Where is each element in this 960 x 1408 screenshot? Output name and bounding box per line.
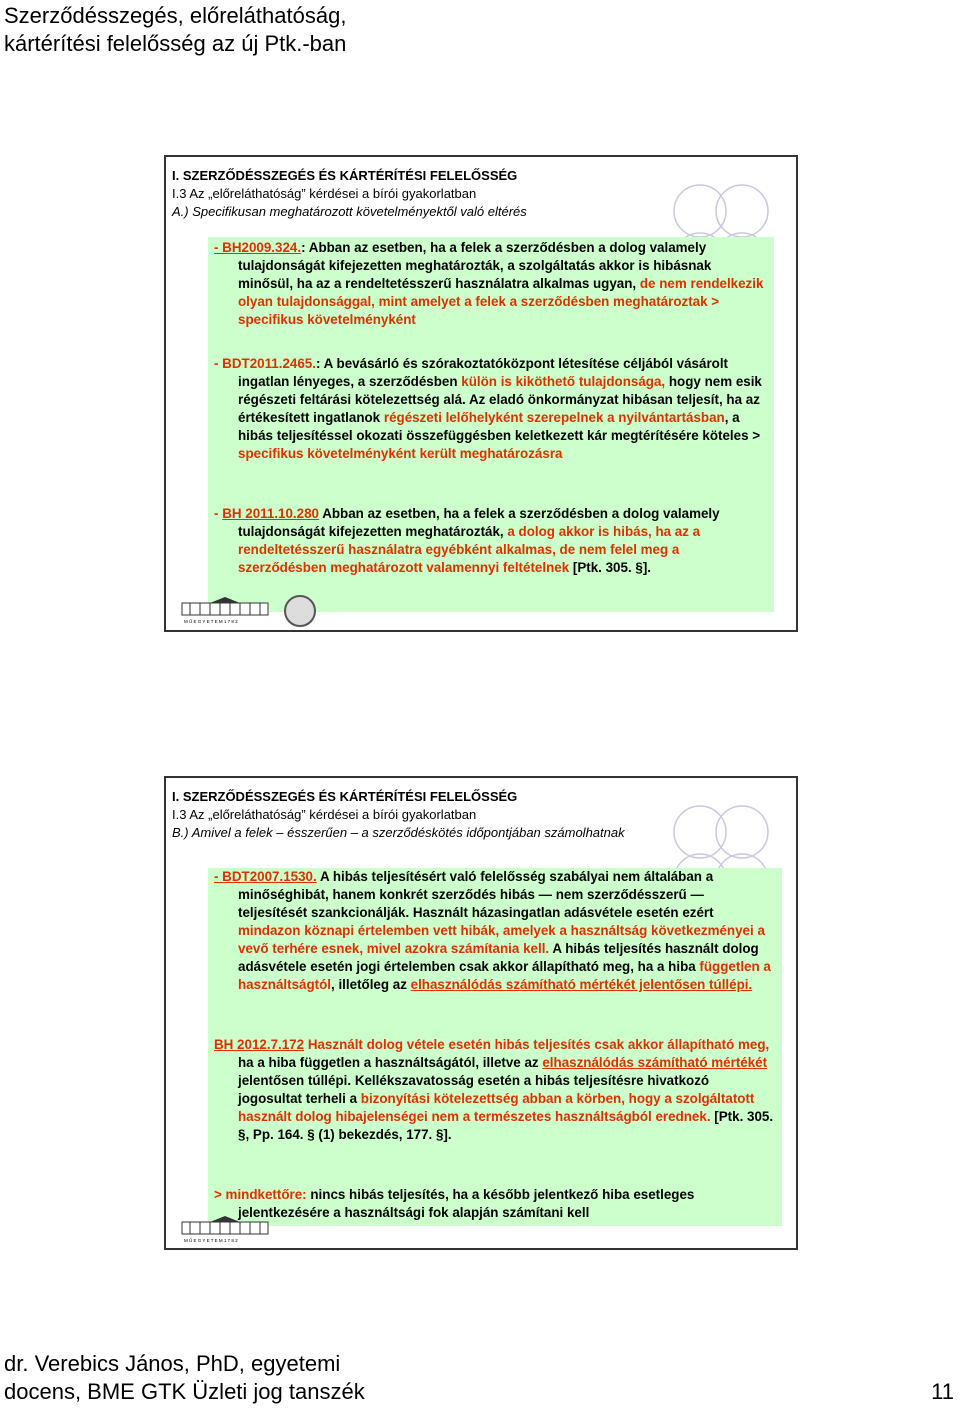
document-title	[4, 2, 346, 58]
footer-author-line-1: dr. Verebics János, PhD, egyetemi	[4, 1351, 341, 1376]
university-logo-icon	[180, 597, 270, 625]
case-text: Abban az esetben, ha a felek a szerződésben a dolog valamely tulajdonságát kifejezetten meghatározták,	[238, 506, 720, 539]
slide-1-header	[172, 167, 527, 221]
slide-1	[164, 155, 798, 632]
case-ref: - BH2009.324.	[214, 240, 302, 255]
conclusion-lead: > mindkettőre:	[214, 1187, 311, 1202]
slide-1-subheading: I.3 Az „előreláthatóság” kérdései a bírói gyakorlatban	[172, 186, 477, 201]
case-ref: BH 2011.10.280	[222, 506, 319, 521]
conclusion-text: nincs hibás teljesítés, ha a később jelentkező hiba esetleges jelentkezésére a használtsági fok alapján számítani kell	[238, 1187, 695, 1220]
document-title-line-1: Szerződésszegés, előreláthatóság,	[4, 3, 347, 28]
case-text: , a hibás teljesítéssel okozati összefüggésben keletkezett kár megtérítésére köteles >	[238, 410, 761, 443]
case-text: A hibás teljesítés használt dolog adásvétele esetén jogi értelemben csak akkor állapítható meg, ha a hiba	[238, 941, 759, 974]
case-ref: - BDT2011.2465.	[214, 356, 316, 371]
footer-author-line-2: docens, BME GTK Üzleti jog tanszék	[4, 1379, 365, 1404]
conclusion	[214, 1186, 776, 1222]
case-text-highlight: független a használtságtól	[238, 959, 771, 992]
case-bdt2011	[214, 355, 768, 463]
case-text: ha a hiba független a használtságától, illetve az	[238, 1055, 543, 1070]
case-text-highlight: Használt dolog vétele esetén hibás teljesítés csak akkor állapítható meg,	[304, 1037, 770, 1052]
case-text: hogy nem esik régészeti feltárási kötelezettség alá. Az eladó önkormányzat hibásan teljesít, ha az értékesített ingatlanok	[238, 374, 762, 425]
case-text-highlight: de nem rendelkezik olyan tulajdonsággal, mint amelyet a felek a szerződésben meghatároztak > specifikus követelményként	[238, 276, 764, 327]
case-text: [Ptk. 305. §].	[569, 560, 652, 575]
case-bh2009	[214, 239, 768, 329]
case-text: jelentősen túllépi. Kellékszavatosság esetén a hibás teljesítésre hivatkozó jogosultat terheli a	[238, 1073, 710, 1106]
slide-2-subheading: I.3 Az „előreláthatóság” kérdései a bírói gyakorlatban	[172, 807, 477, 822]
case-ref: - BDT2007.1530.	[214, 869, 317, 884]
case-text-highlight: elhasználódás számítható mértékét	[542, 1055, 768, 1070]
slide-1-section: A.) Specifikusan meghatározott követelményektől való eltérés	[172, 204, 527, 219]
page-number: 11	[931, 1379, 954, 1404]
logo-lettering: M Ű E G Y E T E M 1 7 8 2	[184, 1238, 238, 1243]
logo-lettering: M Ű E G Y E T E M 1 7 8 2	[184, 619, 238, 624]
case-bdt2007	[214, 868, 776, 994]
case-text-highlight: mindazon köznapi értelemben vett hibák, amelyek a használtság következményei a vevő terhére esnek, mivel azokra számítania kell.	[238, 923, 765, 956]
case-text: , illetőleg az	[331, 977, 411, 992]
case-text-highlight: külön is kiköthető tulajdonsága,	[461, 374, 666, 389]
slide-2-content	[208, 868, 782, 1226]
document-title-line-2: kártérítési felelősség az új Ptk.-ban	[4, 31, 347, 56]
case-ref: BH 2012.7.172	[214, 1037, 305, 1052]
case-bh2011	[214, 505, 768, 577]
case-text-highlight: bizonyítási kötelezettség abban a körben, hogy a szolgáltatott használt dolog hibajelenségei nem a természetes használtságból erednek.	[238, 1091, 755, 1124]
slide-2-heading: I. SZERZŐDÉSSZEGÉS ÉS KÁRTÉRÍTÉSI FELELŐSSÉG	[172, 789, 518, 804]
seal-icon	[284, 595, 316, 627]
case-text-highlight: specifikus követelményként került meghatározásra	[238, 446, 563, 461]
slide-1-heading: I. SZERZŐDÉSSZEGÉS ÉS KÁRTÉRÍTÉSI FELELŐSSÉG	[172, 168, 518, 183]
slide-2-section: B.) Amivel a felek – ésszerűen – a szerződéskötés időpontjában számolhatnak	[172, 825, 625, 840]
case-text: A hibás teljesítésért való felelősség szabályai nem általában a minőséghibát, hanem konkrét szerződés hibás — nem szerződésszerű — teljesítését szankcionálják. Használt házasingatlan adásvétele esetén ezért	[238, 869, 714, 920]
slide-1-content	[208, 237, 774, 612]
case-text: [Ptk. 305. §, Pp. 164. § (1) bekezdés, 177. §].	[238, 1109, 774, 1142]
case-ref-dash: -	[214, 506, 223, 521]
case-text: : Abban az esetben, ha a felek a szerződésben a dolog valamely tulajdonságát kifejezetten meghatározták, a szolgáltatás akkor is hibásnak minősül, ha az a rendeltetésszerű használatra alkalmas ugyan,	[238, 240, 712, 291]
case-text-highlight: régészeti lelőhelyként szerepelnek a nyilvántartásban	[383, 410, 725, 425]
case-text-highlight: elhasználódás számítható mértékét jelentősen túllépi.	[410, 977, 753, 992]
case-bh2012	[214, 1036, 776, 1144]
case-text-highlight: a dolog akkor is hibás, ha az a rendeltetésszerű használatra egyébként alkalmas, de nem felel meg a szerződésben meghatározott valamennyi feltételnek	[238, 524, 701, 575]
case-text: : A bevásárló és szórakoztatóközpont létesítése céljából vásárolt ingatlan lényeges, a szerződésben	[238, 356, 729, 389]
slide-2-header	[172, 788, 625, 842]
slide-2	[164, 776, 798, 1250]
university-logo-icon	[180, 1216, 270, 1244]
